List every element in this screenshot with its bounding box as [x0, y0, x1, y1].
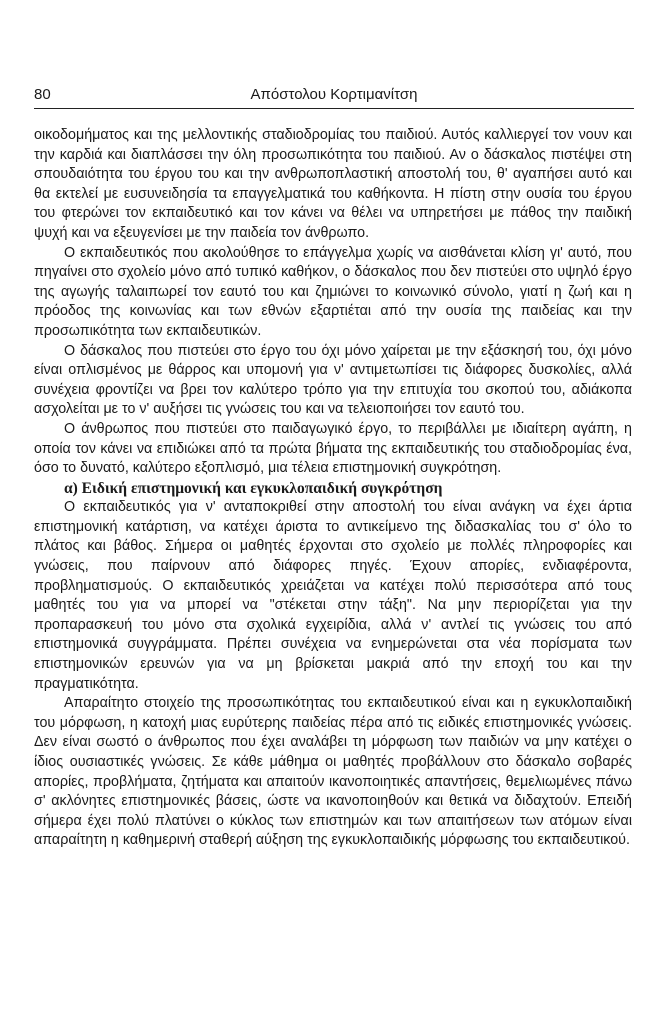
paragraph-6: Απαραίτητο στοιχείο της προσωπικότητας του εκπαιδευτικού είναι και η εγκυκλοπαιδική του μόρφωση, η κατοχή μιας ευρύτερης παιδείας πέρα από τις ειδικές επιστημονικές γνώσεις. Δεν είναι σωστό ο άνθρωπος που έχει αναλάβει τη μόρφωση των παιδιών να μην κατέχει ο ίδιος ουσιαστικές γνώσεις. Σε κάθε μάθημα οι μαθητές προβάλλουν στο δάσκαλο σοβαρές απορίες, προβλήματα, ζητήματα και απαιτούν ικανοποιητικές απαντήσεις, θεμελιωμένες πάνω σ' ακλόνητες επιστημονικές βάσεις, ώστε να ικανοποιηθούν και θετικά να διδαχτούν. Επειδή σήμερα έχει πολύ πλατύνει ο κύκλος των επιστημών και των απαιτήσεων των ατόμων είναι απαραίτητη η καθημερινή σταθερή αύξηση της εγκυκλοπαιδικής μόρφωσης του εκπαιδευτικού.: [34, 695, 632, 849]
body-text: [34, 126, 632, 851]
paragraph-2: Ο εκπαιδευτικός που ακολούθησε το επάγγελμα χωρίς να αισθάνεται κλίση γι' αυτό, που πηγαίνει στο σχολείο μόνο από τυπικό καθήκον, ο δάσκαλος που δεν πιστεύει στο υψηλό έργο της αγωγής ταλαιπωρεί τον εαυτό του και ζημιώνει το κοινωνικό σύνολο, γιατί η ζωή και η πρόοδος της κοινωνίας και των εθνών εξαρτιέται από την ουσία της παιδείας και την προσωπικότητα των εκπαιδευτικών.: [34, 244, 632, 339]
paragraph-1: οικοδομήματος και της μελλοντικής σταδιοδρομίας του παιδιού. Αυτός καλλιεργεί τον νουν και την καρδιά και διαπλάσσει την όλη προσωπικότητα του παιδιού. Αν ο δάσκαλος πιστέψει στη σπουδαιότητα του έργου του και την ανθρωποπλαστική αποστολή του, θ' αγαπήσει αυτό και θα εκτελεί με ευσυνειδησία τα επαγγελματικά του καθήκοντα. Η πίστη στην ουσία του έργου του φτερώνει τον εκπαιδευτικό και τον κάνει να θέλει να υπηρετήσει με πάθος την παιδική ψυχή και να εξευγενίσει με την παιδεία τον άνθρωπο.: [34, 127, 632, 241]
header-rule: [34, 108, 634, 109]
paragraph-4: Ο άνθρωπος που πιστεύει στο παιδαγωγικό έργο, το περιβάλλει με ιδιαίτερη αγάπη, η οποία τον κάνει να επιδιώκει από τα πρώτα βήματα της εκπαιδευτικής του σταδιοδρομίας ένα, όσο το δυνατό, καλύτερο εξοπλισμό, μια τέλεια επιστημονική συγκρότηση.: [34, 420, 632, 477]
paragraph-3: Ο δάσκαλος που πιστεύει στο έργο του όχι μόνο χαίρεται με την εξάσκησή του, όχι μόνο είναι οπλισμένος με θάρρος και υπομονή για ν' αντιμετωπίσει τις διάφορες δυσκολίες, αλλά συνέχεια φροντίζει να βρει τον καλύτερο τρόπο για την επιτυχία του σκοπού του, αδιάκοπα ασχολείται με το ν' αυξήσει τις γνώσεις του και να τελειοποιήσει τον εαυτό του.: [34, 342, 632, 418]
page-header: [34, 86, 634, 108]
running-head: Απόστολου Κορτιμανίτση: [250, 86, 418, 103]
page-number: 80: [34, 86, 51, 103]
paragraph-5: Ο εκπαιδευτικός για ν' ανταποκριθεί στην αποστολή του είναι ανάγκη να έχει άρτια επιστημονική κατάρτιση, να κατέχει άριστα το αντικείμενο της διδασκαλίας του σ' όλο το πλάτος και βάθος. Σήμερα οι μαθητές έρχονται στο σχολείο με πολλές πληροφορίες και γνώσεις, που παίρνουν από διάφορες πηγές. Έχουν απορίες, ενδιαφέροντα, προβληματισμούς. Ο εκπαιδευτικός χρειάζεται να κατέχει πολύ περισσότερα από τους μαθητές του για να μπορεί να "στέκεται στην τάξη". Να μην περιορίζεται για την προπαρασκευή του μόνο στα σχολικά εγχειρίδια, αλλά ν' αντλεί τις γνώσεις του από επιστημονικά συγγράμματα. Πρέπει συνέχεια να ενημερώνεται στα νέα πορίσματα των επιστημονικών ερευνών για να μη βρίσκεται μακριά από την εποχή του και την πραγματικότητα.: [34, 499, 632, 692]
section-heading: α) Ειδική επιστημονική και εγκυκλοπαιδική συγκρότηση: [64, 479, 443, 497]
